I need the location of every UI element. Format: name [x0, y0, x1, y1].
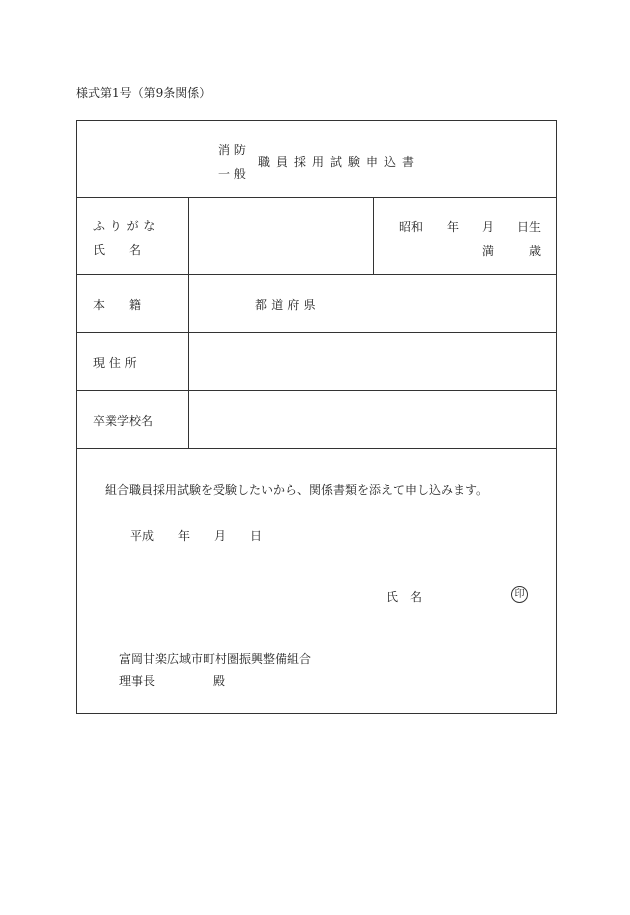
- seal-icon: 印: [511, 586, 528, 603]
- age-full: 満: [482, 244, 495, 258]
- form-number: 様式第1号（第9条関係）: [76, 86, 212, 100]
- title-choice-fire: 消 防: [218, 143, 246, 157]
- recipient-title: 理事長: [119, 674, 156, 688]
- date-era: 平成: [130, 529, 155, 543]
- date-day: 日: [250, 529, 263, 543]
- declaration-statement: 組合職員採用試験を受験したいから、関係書類を添えて申し込みます。: [105, 483, 489, 497]
- organization-name: 富岡甘楽広域市町村圏振興整備組合: [119, 652, 312, 666]
- school-input-area[interactable]: [189, 391, 556, 448]
- domicile-label: 本 籍: [93, 298, 142, 312]
- birth-column-divider: [373, 197, 374, 274]
- signature-label: 氏 名: [386, 590, 423, 604]
- row-divider: [77, 274, 556, 275]
- age-unit: 歳: [529, 244, 542, 258]
- name-label: 氏 名: [93, 243, 142, 257]
- row-divider: [77, 448, 556, 449]
- school-label: 卒業学校名: [93, 414, 154, 428]
- name-input-area[interactable]: [189, 198, 373, 274]
- date-year: 年: [178, 529, 191, 543]
- furigana-label: ふりがな: [93, 219, 161, 233]
- domicile-prefecture: 都道府県: [255, 298, 320, 312]
- address-label: 現 住 所: [93, 356, 137, 370]
- date-month: 月: [214, 529, 227, 543]
- birth-day: 日生: [517, 220, 542, 234]
- title-choice-general: 一 般: [218, 167, 246, 181]
- application-form-frame: [76, 120, 557, 714]
- honorific: 殿: [213, 674, 226, 688]
- birth-era: 昭和: [399, 220, 424, 234]
- birth-year: 年: [447, 220, 460, 234]
- birth-month: 月: [482, 220, 495, 234]
- form-title: 職員採用試験申込書: [258, 155, 421, 169]
- address-input-area[interactable]: [189, 333, 556, 390]
